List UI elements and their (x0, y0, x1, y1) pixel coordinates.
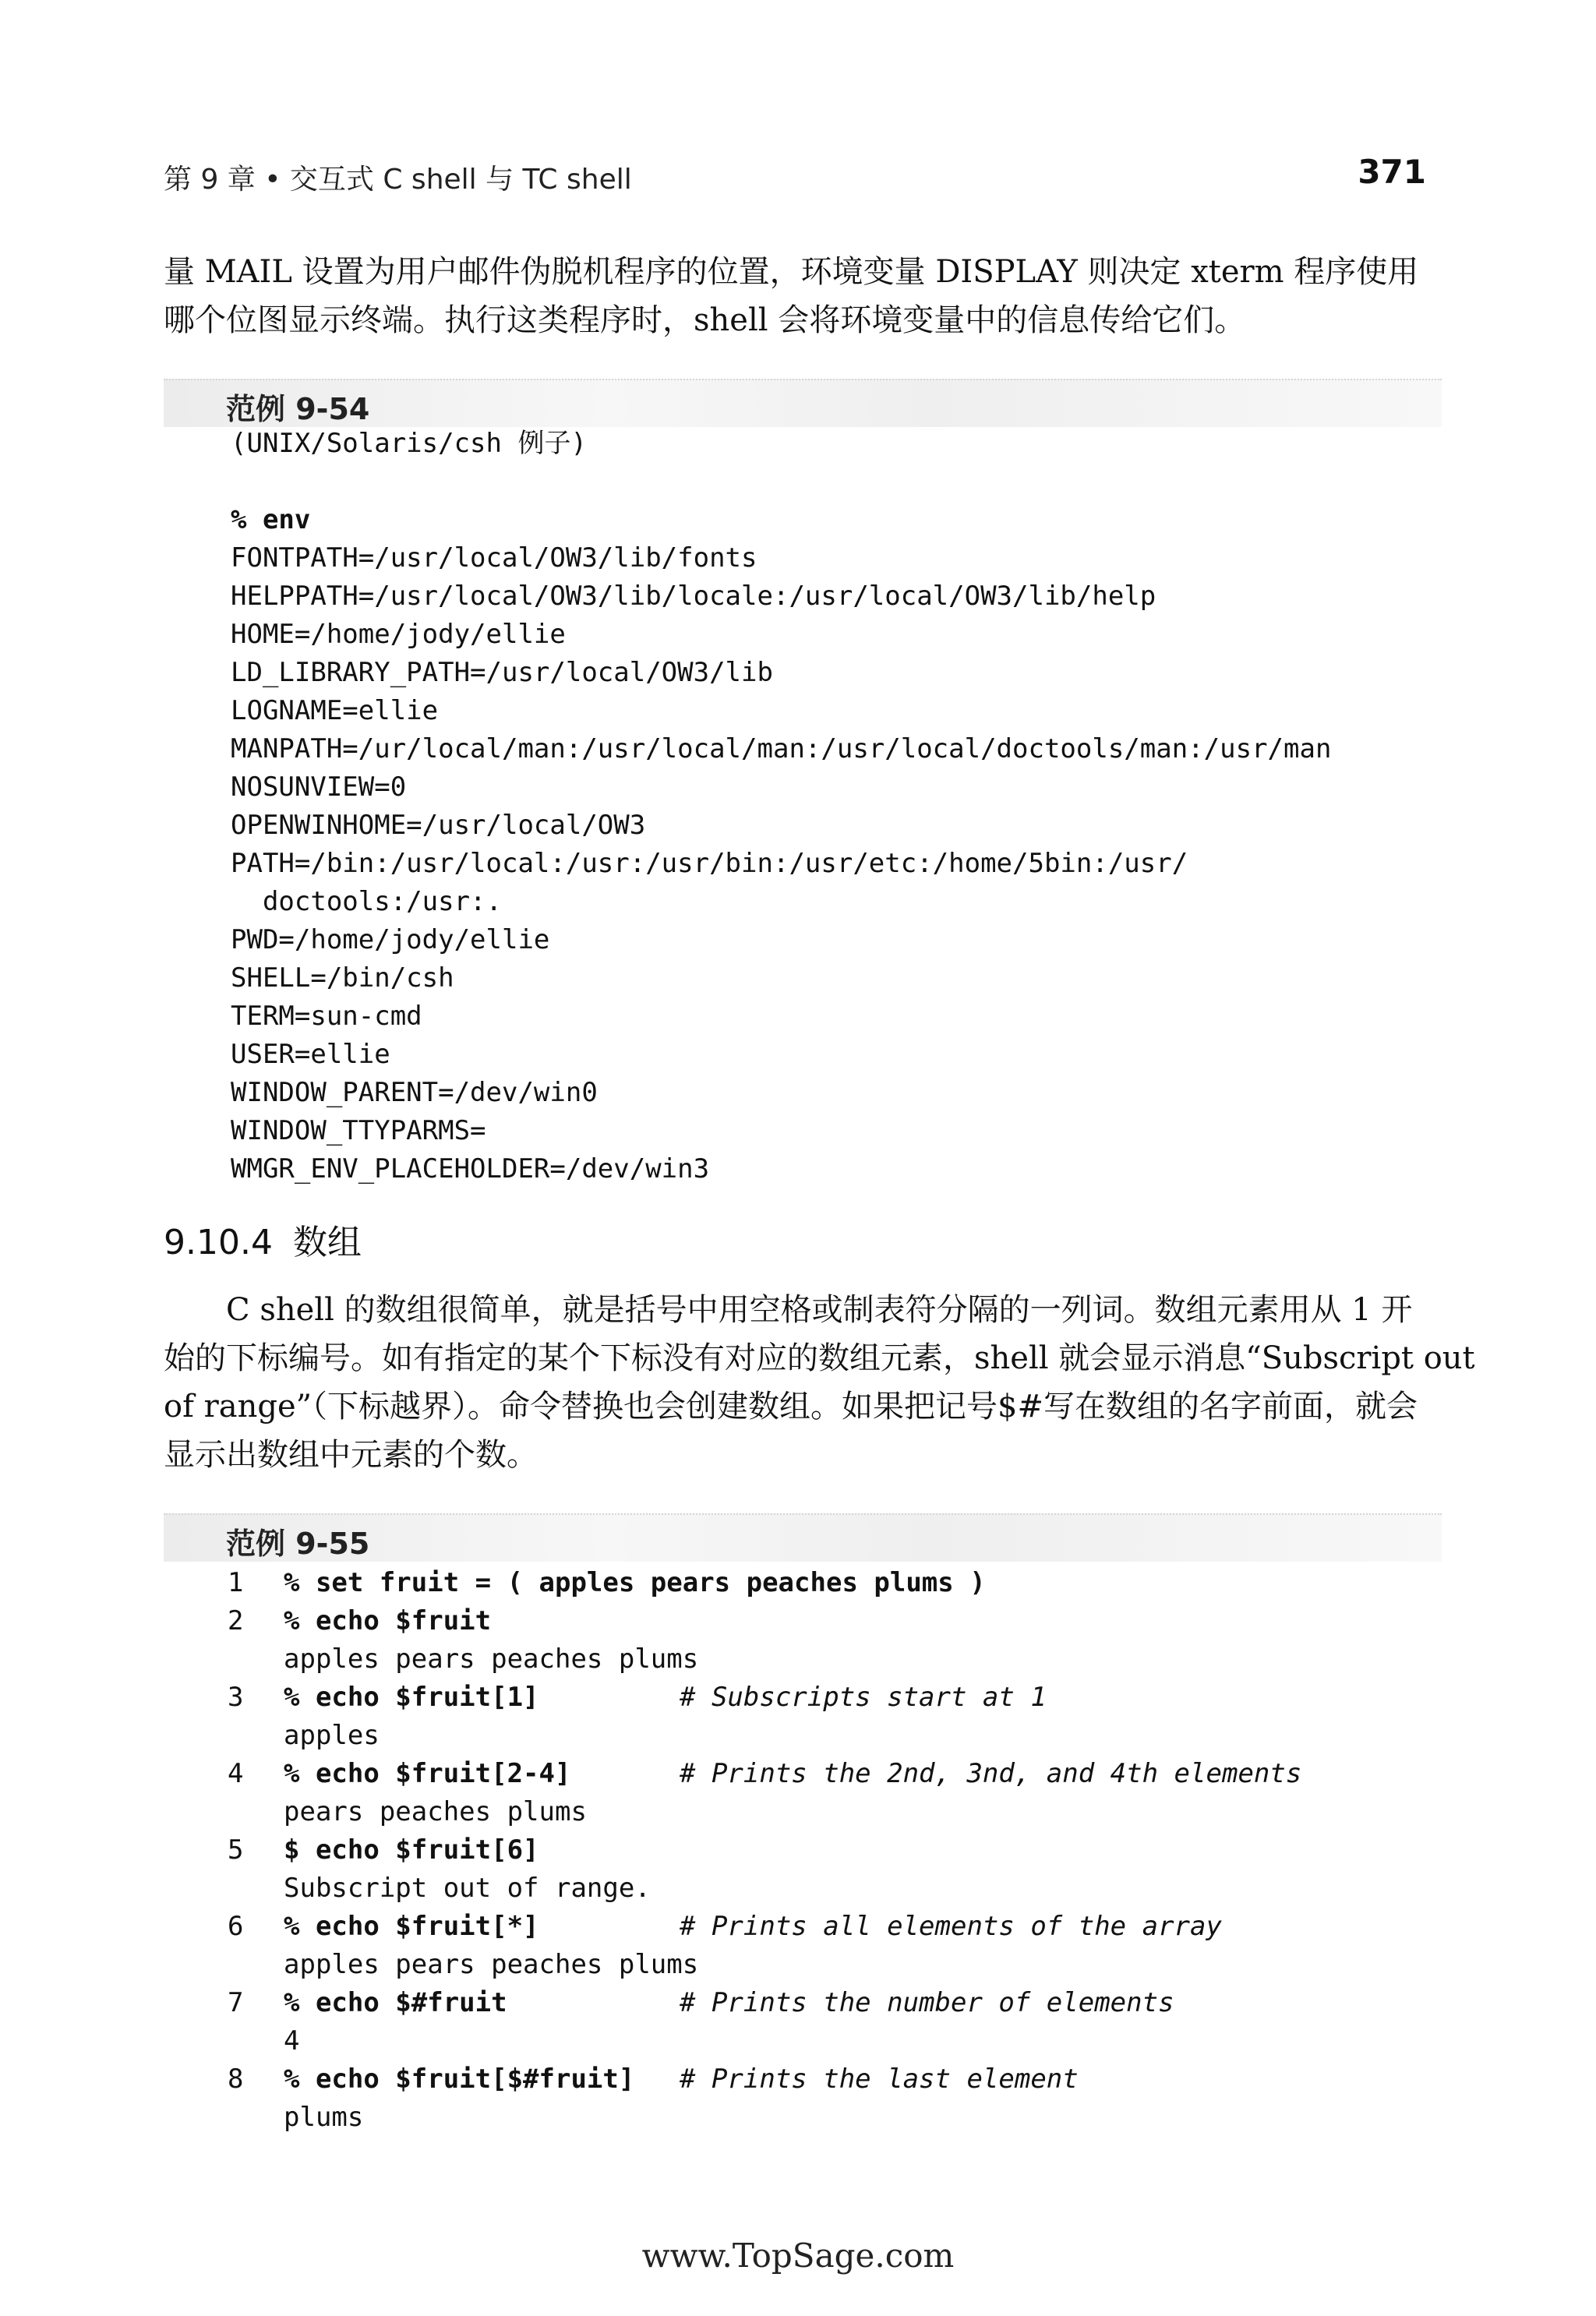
command-output: 4 (284, 2025, 300, 2057)
code-comment: # Subscripts start at 1 (680, 1682, 1047, 1713)
command-output: apples pears peaches plums (284, 1949, 699, 1980)
line-number: 7 (228, 1987, 244, 2018)
code-line: WMGR_ENV_PLACEHOLDER=/dev/win3 (231, 1153, 710, 1184)
code-command-line (228, 1679, 1443, 1717)
code-line: USER=ellie (231, 1039, 390, 1070)
chapter-title: 第 9 章 • 交互式 C shell 与 TC shell (164, 164, 632, 196)
code-line: PWD=/home/jody/ellie (231, 924, 550, 955)
command-output: pears peaches plums (284, 1796, 587, 1827)
section-number: 9.10.4 (164, 1223, 273, 1262)
code-comment: # Prints the 2nd, 3nd, and 4th elements (680, 1758, 1302, 1789)
paragraph-line: of range”（下标越界）。命令替换也会创建数组。如果把记号$#写在数组的名字前面，就会 (164, 1389, 1418, 1425)
code-line: OPENWINHOME=/usr/local/OW3 (231, 810, 646, 841)
code-line: % env (231, 504, 311, 535)
shell-command: % echo $fruit[$#fruit] (284, 2064, 635, 2095)
example-label-bar (164, 379, 1442, 427)
shell-command: $ echo $fruit[6] (284, 1834, 539, 1866)
line-number: 3 (228, 1682, 244, 1713)
code-block-arrays (228, 1564, 1443, 2137)
code-line: WINDOW_TTYPARMS= (231, 1115, 486, 1146)
code-command-line (228, 1831, 1443, 1869)
code-line: (UNIX/Solaris/csh 例子) (231, 428, 587, 459)
code-block-env (231, 425, 1331, 1188)
page-number: 371 (1358, 153, 1426, 191)
command-output: apples pears peaches plums (284, 1643, 699, 1675)
code-command-line (228, 1602, 1443, 1640)
paragraph-line: 量 MAIL 设置为用户邮件伪脱机程序的位置，环境变量 DISPLAY 则决定 xterm 程序使用 (164, 254, 1419, 290)
shell-command: % set fruit = ( apples pears peaches plums ) (284, 1567, 986, 1598)
example-label-bar (164, 1513, 1442, 1562)
code-line: NOSUNVIEW=0 (231, 771, 407, 803)
code-command-line (228, 2060, 1443, 2099)
code-output-line (228, 1640, 1443, 1679)
code-comment: # Prints the number of elements (680, 1987, 1174, 2018)
paragraph-line: C shell 的数组很简单，就是括号中用空格或制表符分隔的一列词。数组元素用从 1 开 (226, 1292, 1413, 1328)
arrays-paragraph (164, 1286, 1475, 1479)
code-line: PATH=/bin:/usr/local:/usr:/usr/bin:/usr/etc:/home/5bin:/usr/ (231, 848, 1188, 879)
code-command-line (228, 1908, 1443, 1946)
code-command-line (228, 1755, 1443, 1793)
code-line: doctools:/usr:. (231, 886, 502, 917)
line-number: 6 (228, 1911, 244, 1942)
line-number: 5 (228, 1834, 244, 1866)
command-output: plums (284, 2102, 364, 2133)
shell-command: % echo $fruit[2-4] (284, 1758, 571, 1789)
code-line: MANPATH=/ur/local/man:/usr/local/man:/usr/local/doctools/man:/usr/man (231, 733, 1332, 764)
code-line: HOME=/home/jody/ellie (231, 619, 566, 650)
paragraph-line: 始的下标编号。如有指定的某个下标没有对应的数组元素，shell 就会显示消息“Subscript out (164, 1340, 1475, 1376)
code-line: SHELL=/bin/csh (231, 962, 454, 994)
code-line: HELPPATH=/usr/local/OW3/lib/locale:/usr/local/OW3/lib/help (231, 581, 1156, 612)
command-output: apples (284, 1720, 380, 1751)
shell-command: % echo $fruit[*] (284, 1911, 539, 1942)
shell-command: % echo $fruit (284, 1605, 492, 1636)
code-line: LD_LIBRARY_PATH=/usr/local/OW3/lib (231, 657, 773, 688)
code-line: FONTPATH=/usr/local/OW3/lib/fonts (231, 542, 757, 574)
example-label: 范例 9-55 (226, 1527, 370, 1561)
footer-watermark: www.TopSage.com (641, 2237, 955, 2275)
code-comment: # Prints all elements of the array (680, 1911, 1222, 1942)
example-label: 范例 9-54 (226, 392, 370, 426)
section-title: 数组 (292, 1223, 362, 1262)
code-line: TERM=sun-cmd (231, 1001, 422, 1032)
running-header (164, 153, 1426, 196)
code-comment: # Prints the last element (680, 2064, 1079, 2095)
paragraph-line: 显示出数组中元素的个数。 (164, 1437, 538, 1473)
code-command-line (228, 1984, 1443, 2022)
paragraph-line: 哪个位图显示终端。执行这类程序时，shell 会将环境变量中的信息传给它们。 (164, 302, 1246, 338)
line-number: 8 (228, 2064, 244, 2095)
line-number: 4 (228, 1758, 244, 1789)
code-output-line (228, 1869, 1443, 1908)
line-number: 2 (228, 1605, 244, 1636)
line-number: 1 (228, 1567, 244, 1598)
code-output-line (228, 2099, 1443, 2137)
code-line: WINDOW_PARENT=/dev/win0 (231, 1077, 598, 1108)
intro-paragraph (164, 248, 1426, 344)
command-output: Subscript out of range. (284, 1873, 651, 1904)
code-command-line (228, 1564, 1443, 1602)
section-heading (164, 1214, 362, 1264)
shell-command: % echo $fruit[1] (284, 1682, 539, 1713)
code-output-line (228, 2022, 1443, 2060)
code-output-line (228, 1946, 1443, 1984)
code-line: LOGNAME=ellie (231, 695, 439, 726)
code-output-line (228, 1793, 1443, 1831)
shell-command: % echo $#fruit (284, 1987, 507, 2018)
code-line (231, 463, 1331, 501)
code-output-line (228, 1717, 1443, 1755)
